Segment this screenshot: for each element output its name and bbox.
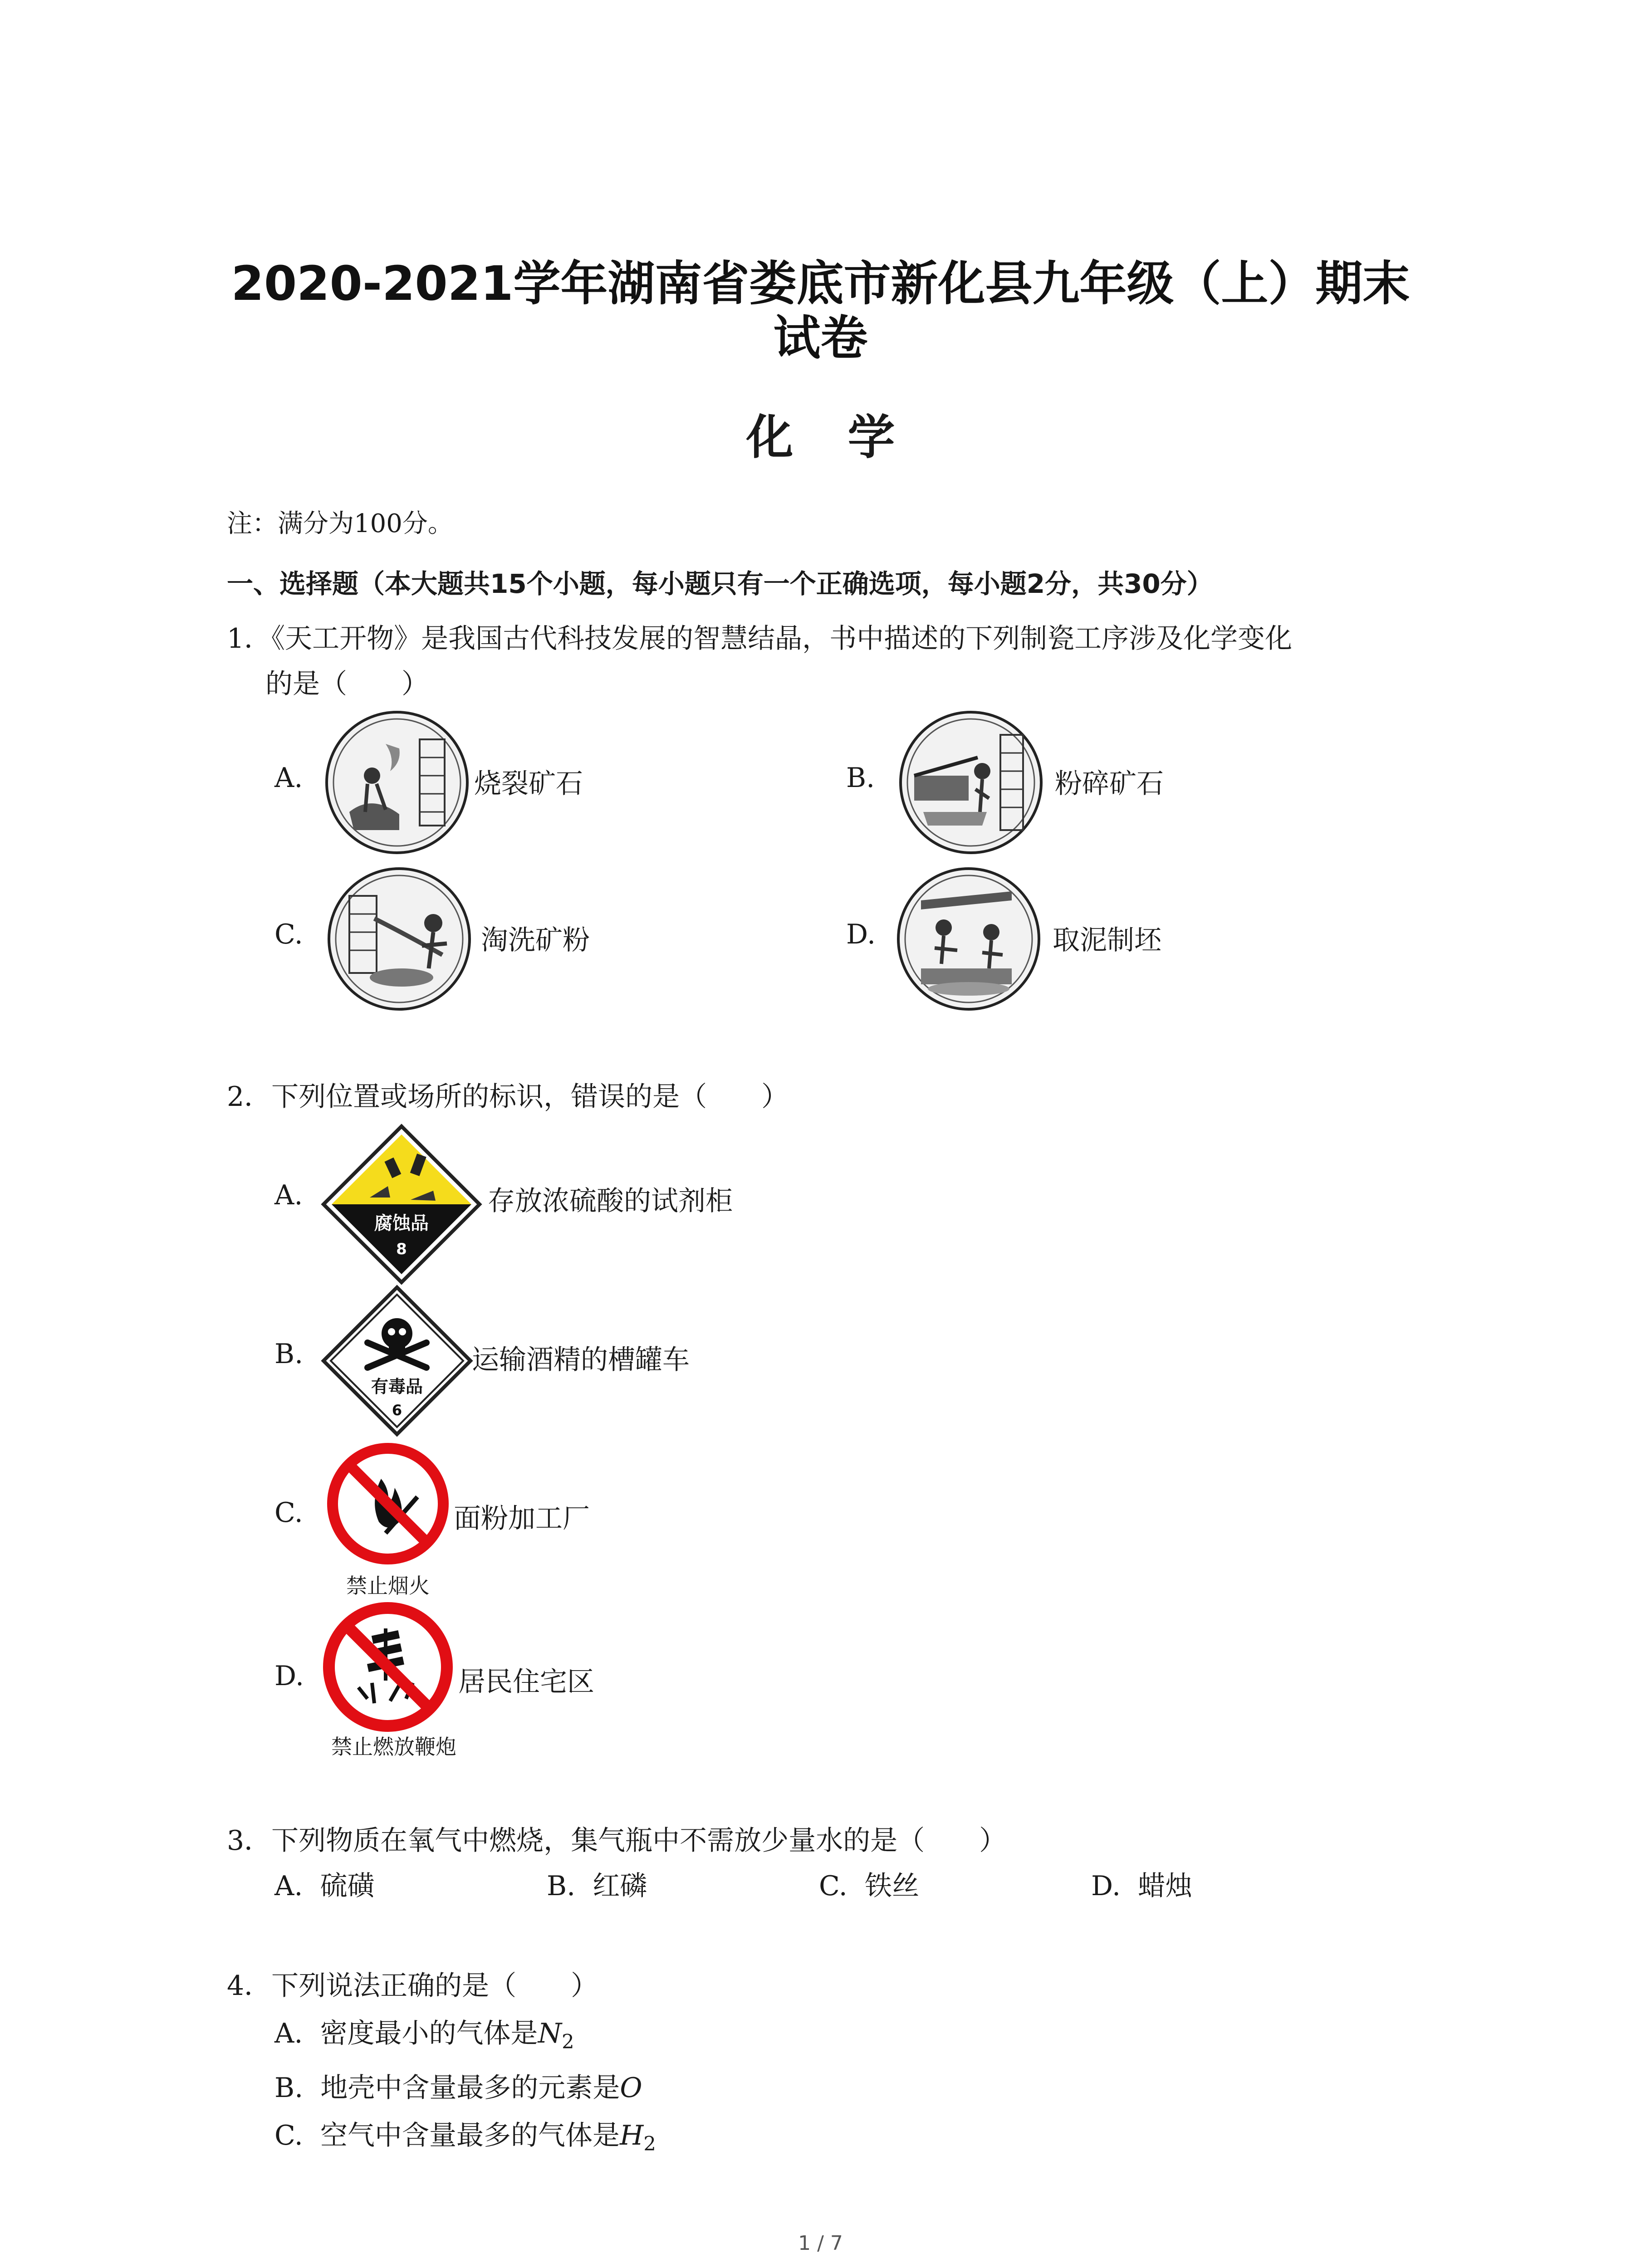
q1-option-b-text[interactable]: 粉碎矿石	[1055, 768, 1164, 800]
q3-option-b[interactable]	[547, 1864, 647, 1903]
q3-option-b-letter: B.	[547, 1870, 576, 1902]
q4-option-a-formula: N	[538, 2018, 562, 2049]
no-fire-sign-caption: 禁止烟火	[346, 1574, 430, 1598]
q4-option-c[interactable]	[274, 2114, 656, 2156]
q4-option-a-subscript: 2	[562, 2031, 574, 2053]
q4-option-c-letter: C.	[274, 2120, 303, 2151]
q1-option-a-text[interactable]: 烧裂矿石	[474, 768, 583, 800]
corrosive-sign-label: 腐蚀品	[374, 1213, 429, 1234]
q2-option-b-text[interactable]: 运输酒精的槽罐车	[472, 1344, 690, 1376]
toxic-sign-number: 6	[392, 1402, 402, 1419]
kiln-illustration-icon	[322, 708, 472, 857]
q1-stem-line1: 1．《天工开物》是我国古代科技发展的智慧结晶，书中描述的下列制瓷工序涉及化学变化	[227, 623, 1293, 655]
q4-option-b[interactable]	[274, 2066, 642, 2105]
q1-option-b-letter[interactable]: B.	[846, 762, 875, 794]
q3-option-c-letter: C.	[819, 1870, 847, 1902]
q2-option-a-text[interactable]: 存放浓硫酸的试剂柜	[488, 1185, 733, 1217]
corrosive-sign-number: 8	[396, 1240, 407, 1258]
q4-option-b-formula: O	[620, 2072, 642, 2104]
q4-option-c-text: 空气中含量最多的气体是	[320, 2120, 620, 2151]
q3-option-c-text: 铁丝	[865, 1870, 919, 1902]
no-fire-sign-icon	[327, 1442, 449, 1565]
section-heading: 一、选择题（本大题共15个小题，每小题只有一个正确选项，每小题2分，共30分）	[227, 568, 1213, 599]
clay-shaping-illustration-icon	[894, 864, 1043, 1014]
q2-option-c-letter[interactable]: C.	[274, 1497, 303, 1529]
q3-option-a[interactable]	[274, 1864, 375, 1903]
q1-option-d-text[interactable]: 取泥制坯	[1053, 924, 1161, 956]
q4-option-b-letter: B.	[274, 2072, 304, 2104]
q1-option-d-letter[interactable]: D.	[846, 919, 876, 950]
exam-title-line1: 2020-2021学年湖南省娄底市新化县九年级（上）期末	[231, 256, 1410, 311]
q4-stem: 4．下列说法正确的是（ ）	[227, 1970, 598, 2002]
q4-option-a-text: 密度最小的气体是	[320, 2018, 538, 2049]
q1-option-a-letter[interactable]: A.	[274, 762, 303, 794]
q2-option-a-letter[interactable]: A.	[274, 1179, 303, 1211]
q3-option-d-letter: D.	[1091, 1870, 1121, 1902]
q3-option-c[interactable]	[819, 1864, 919, 1903]
q2-option-c-text[interactable]: 面粉加工厂	[454, 1503, 590, 1535]
toxic-hazard-sign-icon	[320, 1284, 474, 1438]
score-note: 注：满分为100分。	[227, 509, 453, 538]
q1-option-c-letter[interactable]: C.	[274, 919, 303, 950]
q1-option-c-text[interactable]: 淘洗矿粉	[481, 924, 590, 956]
q4-option-a[interactable]	[274, 2012, 574, 2053]
washing-illustration-icon	[324, 864, 474, 1014]
q3-option-d-text: 蜡烛	[1138, 1870, 1193, 1902]
q4-option-c-formula: H	[620, 2120, 644, 2151]
q3-option-a-text: 硫磺	[320, 1870, 375, 1902]
q2-option-d-letter[interactable]: D.	[274, 1660, 304, 1692]
q4-option-b-text: 地壳中含量最多的元素是	[320, 2072, 620, 2104]
q4-option-c-subscript: 2	[643, 2133, 656, 2156]
q1-stem-line2: 的是（ ）	[265, 668, 429, 700]
q3-option-b-text: 红磷	[593, 1870, 647, 1902]
subject-heading: 化学	[746, 410, 950, 465]
q2-option-b-letter[interactable]: B.	[274, 1338, 304, 1370]
crushing-illustration-icon	[896, 708, 1046, 857]
q4-option-a-letter: A.	[274, 2018, 303, 2049]
page-number: 1 / 7	[798, 2232, 843, 2255]
toxic-sign-label: 有毒品	[371, 1377, 423, 1397]
exam-title-line2: 试卷	[773, 310, 868, 366]
no-firecrackers-sign-caption: 禁止燃放鞭炮	[331, 1735, 456, 1759]
no-firecrackers-sign-icon	[322, 1601, 454, 1733]
q3-option-a-letter: A.	[274, 1870, 303, 1902]
q2-stem: 2．下列位置或场所的标识，错误的是（ ）	[227, 1081, 789, 1113]
q3-option-d[interactable]	[1091, 1864, 1192, 1903]
corrosive-hazard-sign-icon	[320, 1123, 483, 1286]
q2-option-d-text[interactable]: 居民住宅区	[458, 1666, 594, 1698]
q3-stem: 3．下列物质在氧气中燃烧，集气瓶中不需放少量水的是（ ）	[227, 1825, 1007, 1857]
